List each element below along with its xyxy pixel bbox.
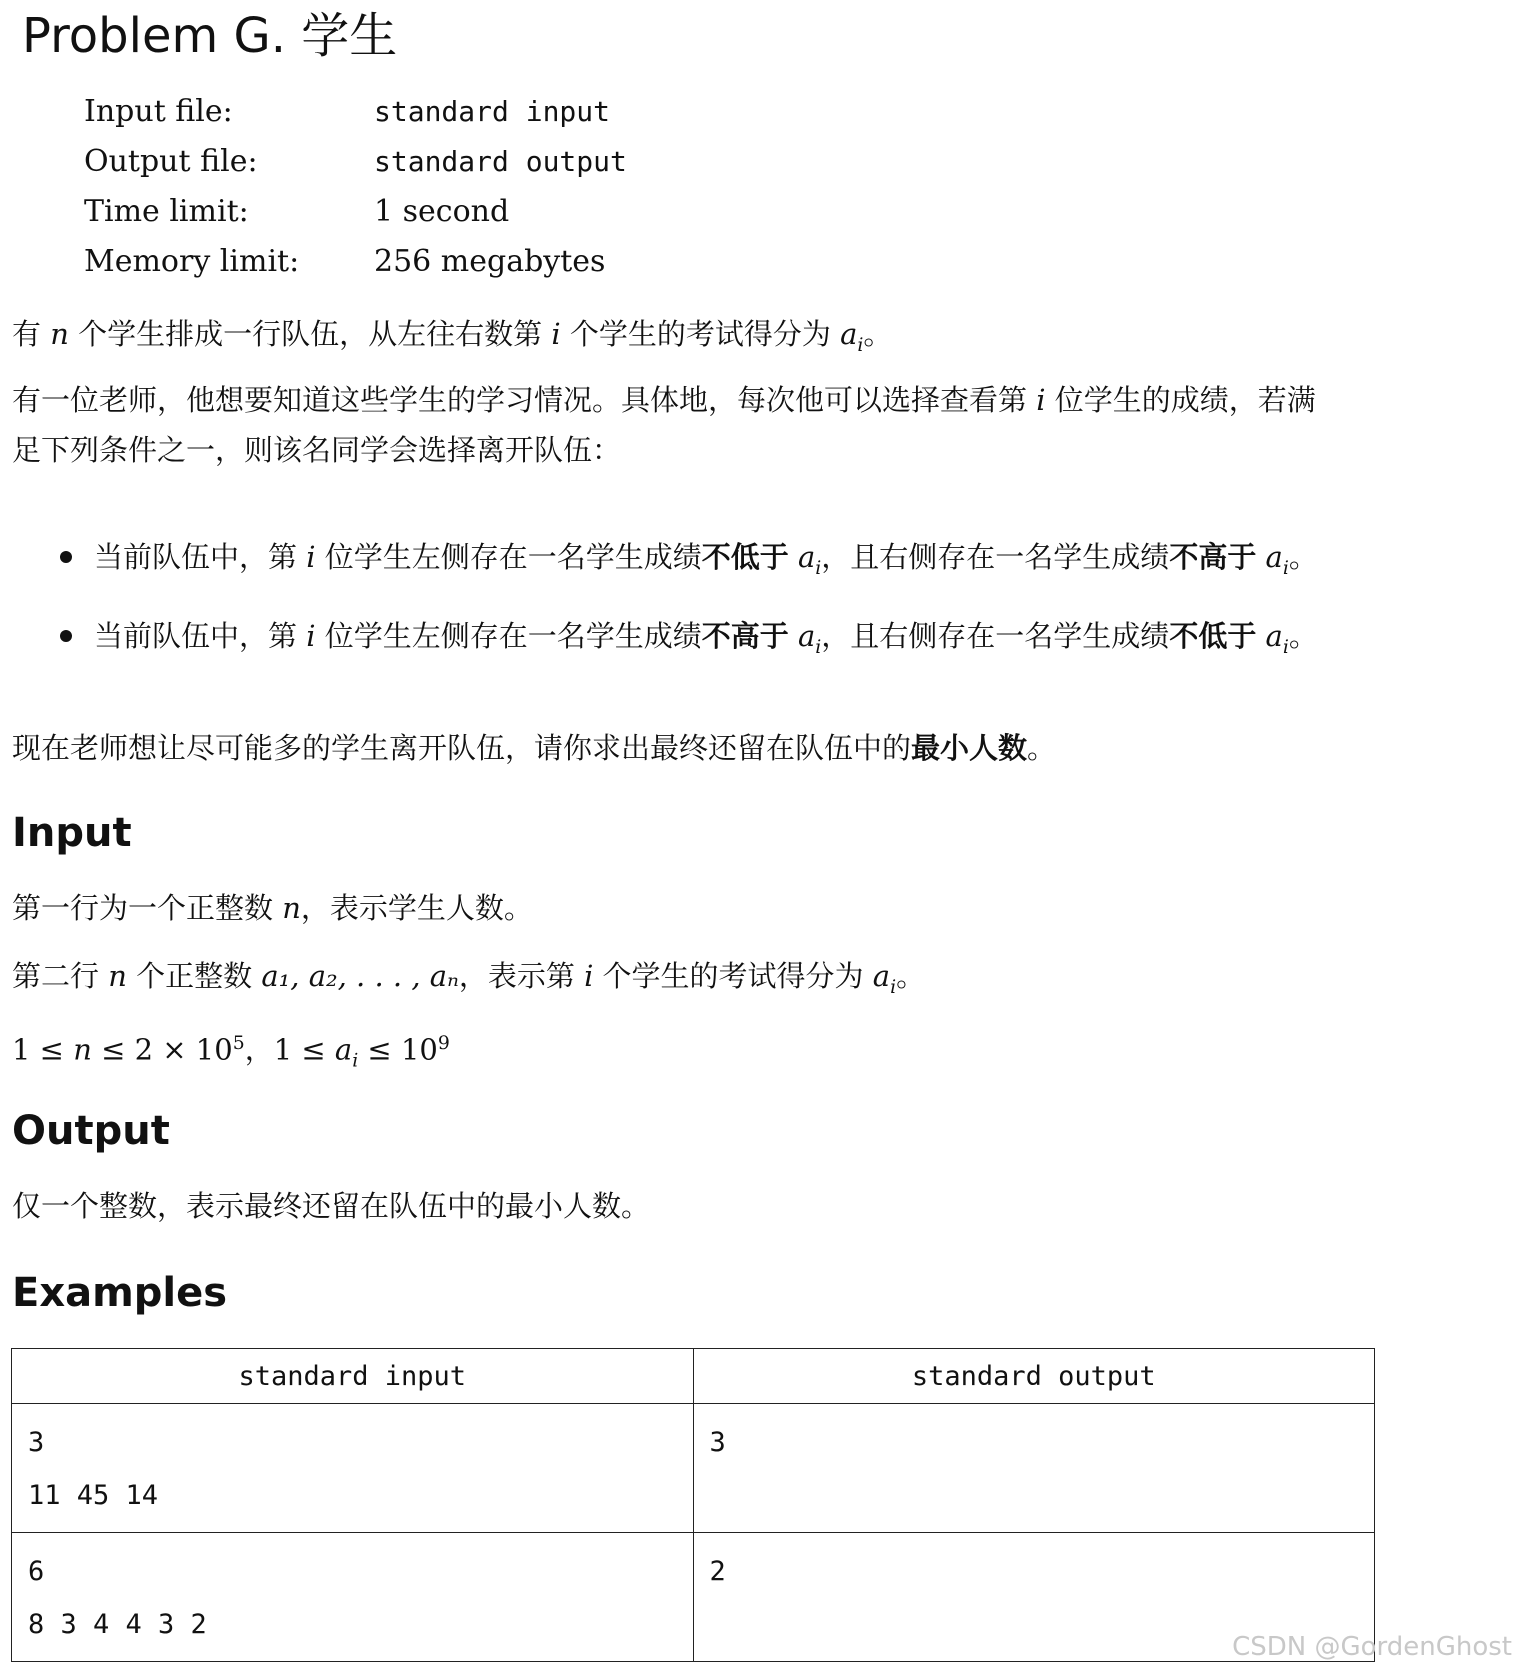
meta-label-output-file: Output file: [84,144,258,179]
input-heading: Input [12,810,132,856]
meta-value-output-file: standard output [374,145,627,178]
statement-paragraph-2-line-2: 足下列条件之一，则该名同学会选择离开队伍： [12,433,622,467]
example-2-output: 2 [693,1533,1375,1662]
meta-label-input-file: Input file: [84,94,233,129]
table-row [12,1533,1375,1662]
bullet-1-dot [60,551,72,563]
statement-paragraph-3: 现在老师想让尽可能多的学生离开队伍，请你求出最终还留在队伍中的最小人数。 [12,731,1057,765]
examples-col-input: standard input [12,1349,694,1404]
input-line-2: 第二行 n 个正整数 a₁, a₂, . . . , aₙ，表示第 i 个学生的考试得分为 $a_i$。 [12,959,926,998]
output-heading: Output [12,1108,170,1154]
meta-label-time-limit: Time limit: [84,194,249,229]
examples-header-row [12,1349,1375,1404]
examples-heading: Examples [12,1270,228,1316]
bullet-2-text: 当前队伍中，第 i 位学生左侧存在一名学生成绩不高于 $a_i$，且右侧存在一名学生成绩不低于 $a_i$。 [94,619,1318,658]
example-2-input: 6 8 3 4 4 3 2 [12,1533,694,1662]
bullet-2-dot [60,630,72,642]
problem-title: Problem G. 学生 [22,8,398,64]
bullet-1-text: 当前队伍中，第 i 位学生左侧存在一名学生成绩不低于 $a_i$，且右侧存在一名学生成绩不高于 $a_i$。 [94,540,1318,579]
meta-label-memory-limit: Memory limit: [84,244,300,279]
table-row [12,1404,1375,1533]
meta-value-time-limit: 1 second [374,194,510,229]
statement-paragraph-2-line-1: 有一位老师，他想要知道这些学生的学习情况。具体地，每次他可以选择查看第 i 位学生的成绩，若满 [12,383,1316,417]
statement-paragraph-1: 有 n 个学生排成一行队伍，从左往右数第 i 个学生的考试得分为 $a_i$。 [12,317,893,356]
meta-value-input-file: standard input [374,95,611,128]
example-1-input: 3 11 45 14 [12,1404,694,1533]
examples-col-output: standard output [693,1349,1375,1404]
output-text: 仅一个整数，表示最终还留在队伍中的最小人数。 [12,1189,651,1223]
example-1-output: 3 [693,1404,1375,1533]
input-constraints: $1 \le n \le 2 \times 10^5$，$1 \le a_i \le 10^9$ [12,1032,450,1072]
examples-table [11,1348,1375,1662]
watermark: CSDN @GordenGhost [1232,1632,1512,1662]
input-line-1: 第一行为一个正整数 n，表示学生人数。 [12,891,533,925]
meta-value-memory-limit: 256 megabytes [374,244,606,279]
